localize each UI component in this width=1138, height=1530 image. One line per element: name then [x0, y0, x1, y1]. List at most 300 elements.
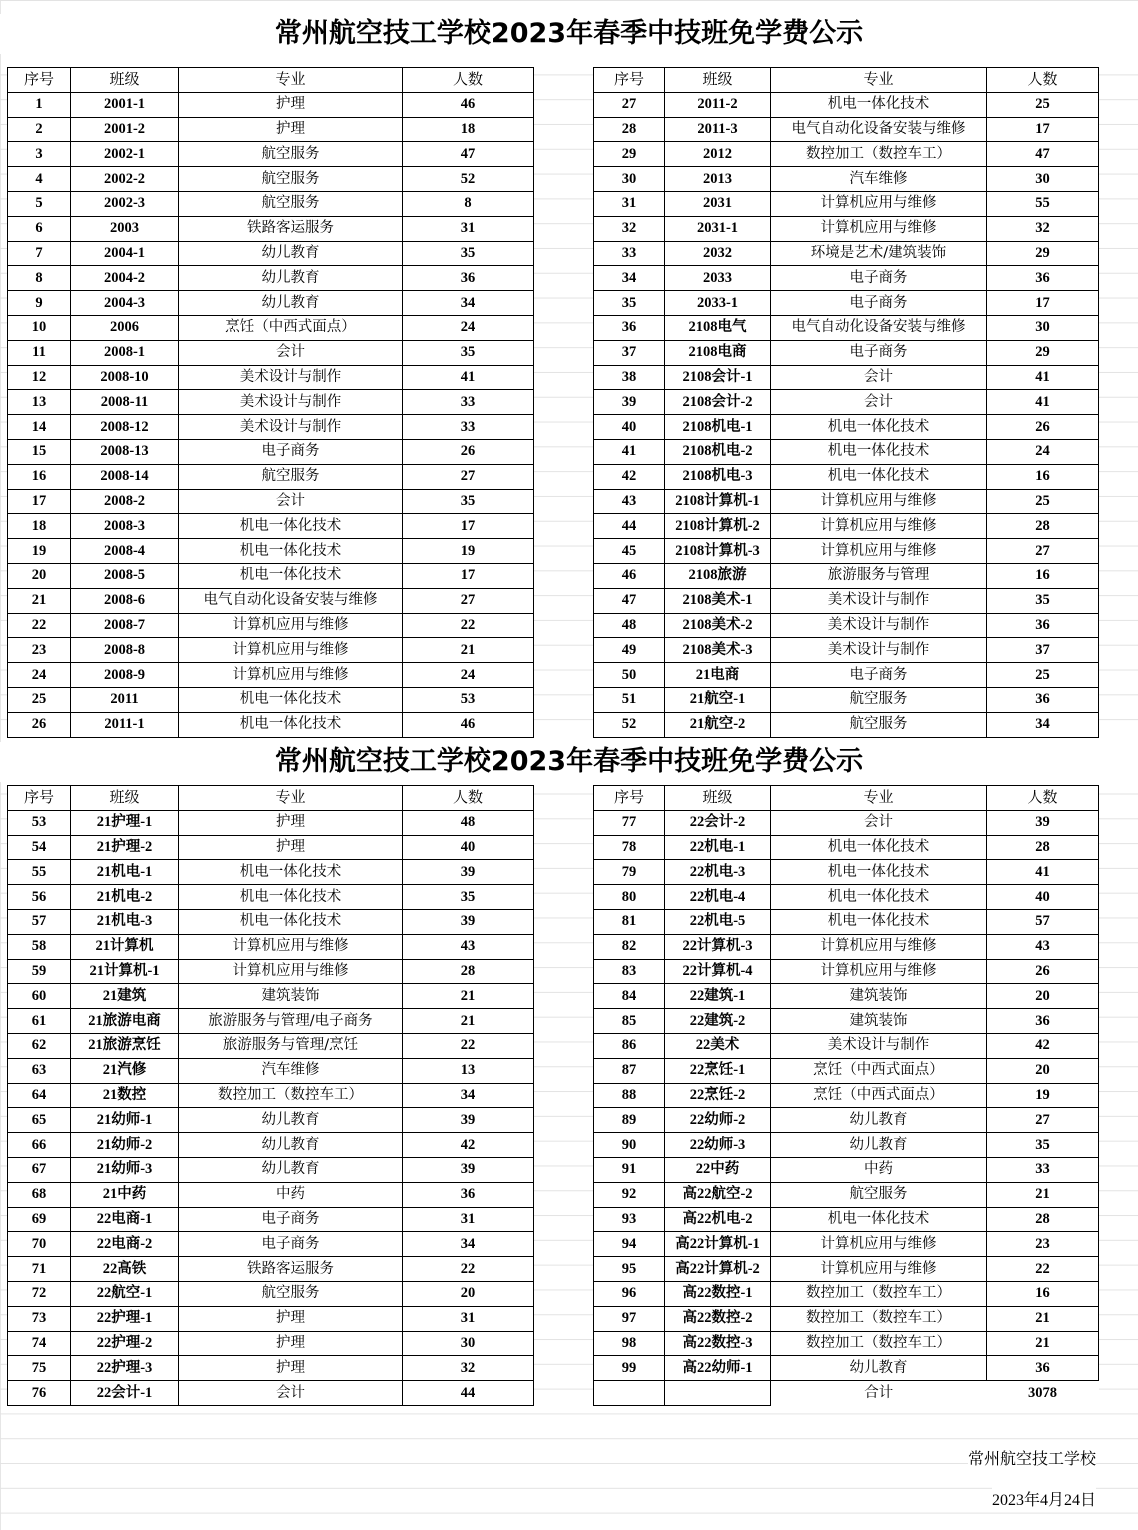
cell-major: 幼儿教育 — [771, 1108, 987, 1133]
cell-major: 幼儿教育 — [179, 241, 403, 266]
table-row — [594, 216, 1099, 241]
cell-major: 幼儿教育 — [179, 291, 403, 316]
table-row — [8, 191, 534, 216]
cell-class: 2003 — [71, 216, 179, 241]
cell-major: 铁路客运服务 — [179, 1257, 403, 1282]
table-row — [594, 835, 1099, 860]
footer-school-name: 常州航空技工学校 — [968, 1446, 1096, 1469]
cell-class: 2108美术-1 — [665, 588, 771, 613]
cell-seq: 93 — [594, 1207, 665, 1232]
table-row — [8, 241, 534, 266]
cell-seq: 20 — [8, 563, 71, 588]
table-row — [594, 909, 1099, 934]
cell-count: 44 — [403, 1381, 534, 1406]
cell-class: 22中药 — [665, 1157, 771, 1182]
cell-seq: 34 — [594, 266, 665, 291]
cell-count: 27 — [403, 588, 534, 613]
cell-seq: 86 — [594, 1033, 665, 1058]
cell-major: 机电一体化技术 — [771, 885, 987, 910]
total-row — [594, 1381, 1099, 1406]
cell-class: 21旅游电商 — [71, 1009, 179, 1034]
cell-seq: 71 — [8, 1257, 71, 1282]
cell-seq: 74 — [8, 1331, 71, 1356]
cell-major: 环境是艺术/建筑装饰 — [771, 241, 987, 266]
table-row — [8, 934, 534, 959]
cell-count: 48 — [403, 810, 534, 835]
table-row — [8, 909, 534, 934]
table-row — [594, 514, 1099, 539]
cell-class: 2108美术-2 — [665, 613, 771, 638]
cell-count: 42 — [987, 1033, 1099, 1058]
header-row — [594, 786, 1099, 811]
table-row — [594, 687, 1099, 712]
cell-class: 高22幼师-1 — [665, 1356, 771, 1381]
cell-seq: 97 — [594, 1306, 665, 1331]
table-row — [594, 810, 1099, 835]
total-label: 合计 — [864, 1384, 894, 1401]
cell-count: 24 — [403, 663, 534, 688]
cell-major: 机电一体化技术 — [179, 563, 403, 588]
cell-major: 会计 — [179, 340, 403, 365]
header-major: 专业 — [179, 786, 403, 811]
cell-major: 电子商务 — [179, 1232, 403, 1257]
cell-count: 16 — [987, 563, 1099, 588]
cell-count: 28 — [987, 835, 1099, 860]
cell-count: 13 — [403, 1058, 534, 1083]
cell-seq: 41 — [594, 439, 665, 464]
fee-table-1 — [7, 67, 534, 738]
table-row — [594, 1058, 1099, 1083]
cell-seq: 84 — [594, 984, 665, 1009]
table-row — [594, 663, 1099, 688]
cell-major: 机电一体化技术 — [771, 415, 987, 440]
cell-class: 21计算机 — [71, 934, 179, 959]
table-row — [8, 588, 534, 613]
cell-seq: 63 — [8, 1058, 71, 1083]
cell-count: 35 — [403, 489, 534, 514]
cell-class: 21数控 — [71, 1083, 179, 1108]
cell-major: 幼儿教育 — [179, 1157, 403, 1182]
header-row — [594, 68, 1099, 93]
cell-major: 航空服务 — [179, 142, 403, 167]
cell-major: 美术设计与制作 — [179, 415, 403, 440]
table-row — [8, 1207, 534, 1232]
cell-seq: 62 — [8, 1033, 71, 1058]
cell-class: 2002-3 — [71, 191, 179, 216]
cell-class: 21机电-1 — [71, 860, 179, 885]
cell-count: 19 — [987, 1083, 1099, 1108]
cell-class: 2011 — [71, 687, 179, 712]
table-row — [8, 959, 534, 984]
cell-count: 47 — [403, 142, 534, 167]
cell-seq: 49 — [594, 638, 665, 663]
cell-major: 护理 — [179, 1331, 403, 1356]
cell-class: 2108旅游 — [665, 563, 771, 588]
cell-major: 数控加工（数控车工） — [771, 1306, 987, 1331]
cell-class: 21航空-1 — [665, 687, 771, 712]
table-row — [594, 1133, 1099, 1158]
cell-count: 26 — [987, 415, 1099, 440]
table-row — [594, 365, 1099, 390]
cell-count: 22 — [987, 1257, 1099, 1282]
cell-class: 2004-1 — [71, 241, 179, 266]
cell-count: 41 — [987, 390, 1099, 415]
cell-class: 21旅游烹饪 — [71, 1033, 179, 1058]
cell-class: 2008-4 — [71, 539, 179, 564]
cell-seq: 40 — [594, 415, 665, 440]
cell-major: 计算机应用与维修 — [771, 514, 987, 539]
table-row — [594, 1232, 1099, 1257]
cell-class: 2002-2 — [71, 167, 179, 192]
cell-seq: 53 — [8, 810, 71, 835]
cell-major: 旅游服务与管理 — [771, 563, 987, 588]
cell-seq: 92 — [594, 1182, 665, 1207]
table-row — [8, 464, 534, 489]
cell-count: 21 — [987, 1306, 1099, 1331]
cell-count: 53 — [403, 687, 534, 712]
cell-major: 电子商务 — [771, 663, 987, 688]
cell-count: 21 — [403, 984, 534, 1009]
cell-class: 2108会计-2 — [665, 390, 771, 415]
cell-major: 护理 — [179, 117, 403, 142]
cell-major: 烹饪（中西式面点） — [179, 315, 403, 340]
cell-major: 建筑装饰 — [179, 984, 403, 1009]
table-row — [594, 885, 1099, 910]
cell-seq: 4 — [8, 167, 71, 192]
header-major: 专业 — [179, 68, 403, 93]
cell-count: 31 — [403, 1306, 534, 1331]
table-row — [8, 489, 534, 514]
table-row — [8, 514, 534, 539]
table-row — [8, 92, 534, 117]
cell-count: 39 — [403, 909, 534, 934]
cell-seq: 8 — [8, 266, 71, 291]
cell-class: 22高铁 — [71, 1257, 179, 1282]
cell-major: 机电一体化技术 — [179, 712, 403, 737]
cell-major: 计算机应用与维修 — [179, 613, 403, 638]
cell-seq: 81 — [594, 909, 665, 934]
table-row — [8, 439, 534, 464]
cell-seq: 66 — [8, 1133, 71, 1158]
cell-major: 机电一体化技术 — [771, 464, 987, 489]
cell-count: 46 — [403, 92, 534, 117]
cell-major: 机电一体化技术 — [771, 92, 987, 117]
cell-major: 计算机应用与维修 — [771, 489, 987, 514]
cell-count: 25 — [987, 489, 1099, 514]
cell-count: 39 — [403, 1157, 534, 1182]
cell-class: 2013 — [665, 167, 771, 192]
cell-class: 2008-14 — [71, 464, 179, 489]
cell-count: 25 — [987, 663, 1099, 688]
cell-seq: 30 — [594, 167, 665, 192]
cell-count: 17 — [987, 291, 1099, 316]
table-row — [594, 563, 1099, 588]
cell-class: 2032 — [665, 241, 771, 266]
table-row — [594, 638, 1099, 663]
table-row — [8, 885, 534, 910]
header-seq: 序号 — [8, 68, 71, 93]
table-row — [8, 415, 534, 440]
table-row — [8, 1281, 534, 1306]
table-row — [594, 315, 1099, 340]
table-row — [594, 1108, 1099, 1133]
cell-seq: 17 — [8, 489, 71, 514]
cell-seq: 18 — [8, 514, 71, 539]
cell-class: 高22机电-2 — [665, 1207, 771, 1232]
cell-class: 高22计算机-2 — [665, 1257, 771, 1282]
cell-class: 21机电-3 — [71, 909, 179, 934]
table-row — [594, 1281, 1099, 1306]
table-row — [594, 1306, 1099, 1331]
cell-seq: 89 — [594, 1108, 665, 1133]
table-row — [8, 117, 534, 142]
cell-count: 28 — [987, 514, 1099, 539]
cell-count: 17 — [403, 563, 534, 588]
cell-count: 24 — [403, 315, 534, 340]
cell-seq: 95 — [594, 1257, 665, 1282]
cell-class: 22电商-2 — [71, 1232, 179, 1257]
cell-seq: 45 — [594, 539, 665, 564]
cell-major: 机电一体化技术 — [771, 1207, 987, 1232]
cell-major: 机电一体化技术 — [771, 835, 987, 860]
cell-major: 航空服务 — [179, 464, 403, 489]
cell-class: 22幼师-2 — [665, 1108, 771, 1133]
cell-class: 21中药 — [71, 1182, 179, 1207]
cell-seq: 94 — [594, 1232, 665, 1257]
cell-major: 机电一体化技术 — [179, 687, 403, 712]
cell-count: 35 — [403, 241, 534, 266]
cell-major: 电子商务 — [179, 1207, 403, 1232]
table-row — [8, 860, 534, 885]
cell-major: 机电一体化技术 — [179, 860, 403, 885]
cell-major: 幼儿教育 — [179, 1133, 403, 1158]
cell-count: 35 — [987, 1133, 1099, 1158]
cell-class: 高22航空-2 — [665, 1182, 771, 1207]
cell-class: 2033-1 — [665, 291, 771, 316]
cell-class: 22建筑-1 — [665, 984, 771, 1009]
cell-major: 计算机应用与维修 — [179, 663, 403, 688]
table-row — [594, 489, 1099, 514]
cell-count: 27 — [987, 539, 1099, 564]
table-row — [8, 1033, 534, 1058]
cell-seq: 55 — [8, 860, 71, 885]
cell-count: 31 — [403, 1207, 534, 1232]
cell-major: 美术设计与制作 — [771, 588, 987, 613]
cell-count: 28 — [403, 959, 534, 984]
cell-count: 30 — [987, 315, 1099, 340]
cell-count: 40 — [403, 835, 534, 860]
cell-seq: 35 — [594, 291, 665, 316]
table-row — [8, 216, 534, 241]
cell-count: 39 — [987, 810, 1099, 835]
table-row — [594, 390, 1099, 415]
cell-count: 20 — [403, 1281, 534, 1306]
cell-seq: 19 — [8, 539, 71, 564]
header-class: 班级 — [665, 68, 771, 93]
table-row — [8, 340, 534, 365]
cell-class: 2008-7 — [71, 613, 179, 638]
header-count: 人数 — [403, 68, 534, 93]
cell-count: 42 — [403, 1133, 534, 1158]
cell-seq: 7 — [8, 241, 71, 266]
cell-seq: 75 — [8, 1356, 71, 1381]
cell-major: 机电一体化技术 — [179, 909, 403, 934]
cell-count: 33 — [403, 390, 534, 415]
cell-class: 2008-13 — [71, 439, 179, 464]
cell-count: 39 — [403, 1108, 534, 1133]
cell-class: 2108电商 — [665, 340, 771, 365]
header-major: 专业 — [771, 786, 987, 811]
cell-seq: 22 — [8, 613, 71, 638]
cell-count: 36 — [987, 1009, 1099, 1034]
cell-major: 护理 — [179, 810, 403, 835]
cell-seq: 11 — [8, 340, 71, 365]
table-row — [8, 1257, 534, 1282]
cell-class: 22航空-1 — [71, 1281, 179, 1306]
cell-class: 2008-11 — [71, 390, 179, 415]
cell-class: 22护理-1 — [71, 1306, 179, 1331]
cell-class: 2108计算机-1 — [665, 489, 771, 514]
cell-seq: 52 — [594, 712, 665, 737]
cell-major: 数控加工（数控车工） — [771, 142, 987, 167]
cell-seq: 44 — [594, 514, 665, 539]
cell-class: 高22数控-1 — [665, 1281, 771, 1306]
cell-major: 计算机应用与维修 — [771, 216, 987, 241]
table-row — [594, 1033, 1099, 1058]
header-major: 专业 — [771, 68, 987, 93]
cell-count: 26 — [403, 439, 534, 464]
cell-major: 航空服务 — [179, 191, 403, 216]
cell-class: 2008-12 — [71, 415, 179, 440]
total-blank — [665, 1381, 771, 1406]
cell-count: 43 — [987, 934, 1099, 959]
cell-count: 36 — [987, 613, 1099, 638]
cell-count: 36 — [403, 1182, 534, 1207]
cell-seq: 96 — [594, 1281, 665, 1306]
cell-major: 航空服务 — [179, 1281, 403, 1306]
cell-class: 22烹饪-2 — [665, 1083, 771, 1108]
cell-seq: 61 — [8, 1009, 71, 1034]
cell-seq: 25 — [8, 687, 71, 712]
cell-count: 27 — [403, 464, 534, 489]
cell-major: 烹饪（中西式面点） — [771, 1083, 987, 1108]
cell-major: 中药 — [179, 1182, 403, 1207]
table-row — [594, 712, 1099, 737]
cell-major: 护理 — [179, 1356, 403, 1381]
cell-count: 22 — [403, 613, 534, 638]
table-row — [8, 291, 534, 316]
cell-count: 41 — [403, 365, 534, 390]
table-row — [594, 1257, 1099, 1282]
cell-seq: 58 — [8, 934, 71, 959]
cell-major: 会计 — [771, 365, 987, 390]
cell-count: 57 — [987, 909, 1099, 934]
cell-class: 21电商 — [665, 663, 771, 688]
table-row — [594, 588, 1099, 613]
cell-seq: 31 — [594, 191, 665, 216]
table-row — [594, 1009, 1099, 1034]
page-title-bottom: 常州航空技工学校2023年春季中技班免学费公示 — [0, 742, 1138, 782]
table-row — [594, 1182, 1099, 1207]
cell-major: 机电一体化技术 — [771, 909, 987, 934]
cell-major: 航空服务 — [771, 687, 987, 712]
cell-count: 18 — [403, 117, 534, 142]
cell-class: 21幼师-3 — [71, 1157, 179, 1182]
cell-count: 29 — [987, 340, 1099, 365]
cell-major: 幼儿教育 — [771, 1356, 987, 1381]
cell-class: 2008-8 — [71, 638, 179, 663]
table-row — [594, 860, 1099, 885]
cell-count: 41 — [987, 365, 1099, 390]
cell-seq: 59 — [8, 959, 71, 984]
cell-major: 幼儿教育 — [179, 1108, 403, 1133]
cell-count: 25 — [987, 92, 1099, 117]
cell-class: 2002-1 — [71, 142, 179, 167]
cell-class: 21幼师-2 — [71, 1133, 179, 1158]
total-value: 3078 — [1028, 1384, 1057, 1401]
table-row — [8, 663, 534, 688]
cell-seq: 73 — [8, 1306, 71, 1331]
cell-count: 36 — [987, 266, 1099, 291]
cell-seq: 9 — [8, 291, 71, 316]
cell-class: 21幼师-1 — [71, 1108, 179, 1133]
table-row — [8, 1232, 534, 1257]
cell-count: 20 — [987, 1058, 1099, 1083]
table-row — [594, 340, 1099, 365]
cell-class: 高22计算机-1 — [665, 1232, 771, 1257]
cell-class: 22计算机-3 — [665, 934, 771, 959]
cell-class: 22机电-3 — [665, 860, 771, 885]
cell-class: 2033 — [665, 266, 771, 291]
cell-count: 33 — [987, 1157, 1099, 1182]
table-row — [8, 1009, 534, 1034]
cell-major: 幼儿教育 — [179, 266, 403, 291]
cell-seq: 33 — [594, 241, 665, 266]
cell-major: 计算机应用与维修 — [179, 638, 403, 663]
table-row — [8, 1381, 534, 1406]
cell-major: 护理 — [179, 92, 403, 117]
cell-seq: 21 — [8, 588, 71, 613]
table-row — [8, 539, 534, 564]
table-row — [594, 984, 1099, 1009]
cell-class: 22护理-2 — [71, 1331, 179, 1356]
cell-count: 40 — [987, 885, 1099, 910]
table-row — [594, 241, 1099, 266]
cell-major: 计算机应用与维修 — [771, 959, 987, 984]
cell-seq: 98 — [594, 1331, 665, 1356]
table-row — [594, 1356, 1099, 1381]
cell-class: 2011-2 — [665, 92, 771, 117]
page-title-top: 常州航空技工学校2023年春季中技班免学费公示 — [0, 14, 1138, 54]
cell-class: 22机电-1 — [665, 835, 771, 860]
cell-seq: 65 — [8, 1108, 71, 1133]
cell-seq: 46 — [594, 563, 665, 588]
cell-count: 31 — [403, 216, 534, 241]
cell-seq: 50 — [594, 663, 665, 688]
cell-class: 2011-1 — [71, 712, 179, 737]
cell-major: 电气自动化设备安装与维修 — [771, 315, 987, 340]
cell-class: 2108电气 — [665, 315, 771, 340]
cell-count: 16 — [987, 1281, 1099, 1306]
cell-seq: 99 — [594, 1356, 665, 1381]
table-row — [594, 439, 1099, 464]
fee-table-2 — [593, 67, 1099, 738]
cell-major: 美术设计与制作 — [771, 613, 987, 638]
cell-major: 电子商务 — [771, 266, 987, 291]
cell-major: 计算机应用与维修 — [771, 1232, 987, 1257]
cell-count: 28 — [987, 1207, 1099, 1232]
cell-count: 35 — [987, 588, 1099, 613]
